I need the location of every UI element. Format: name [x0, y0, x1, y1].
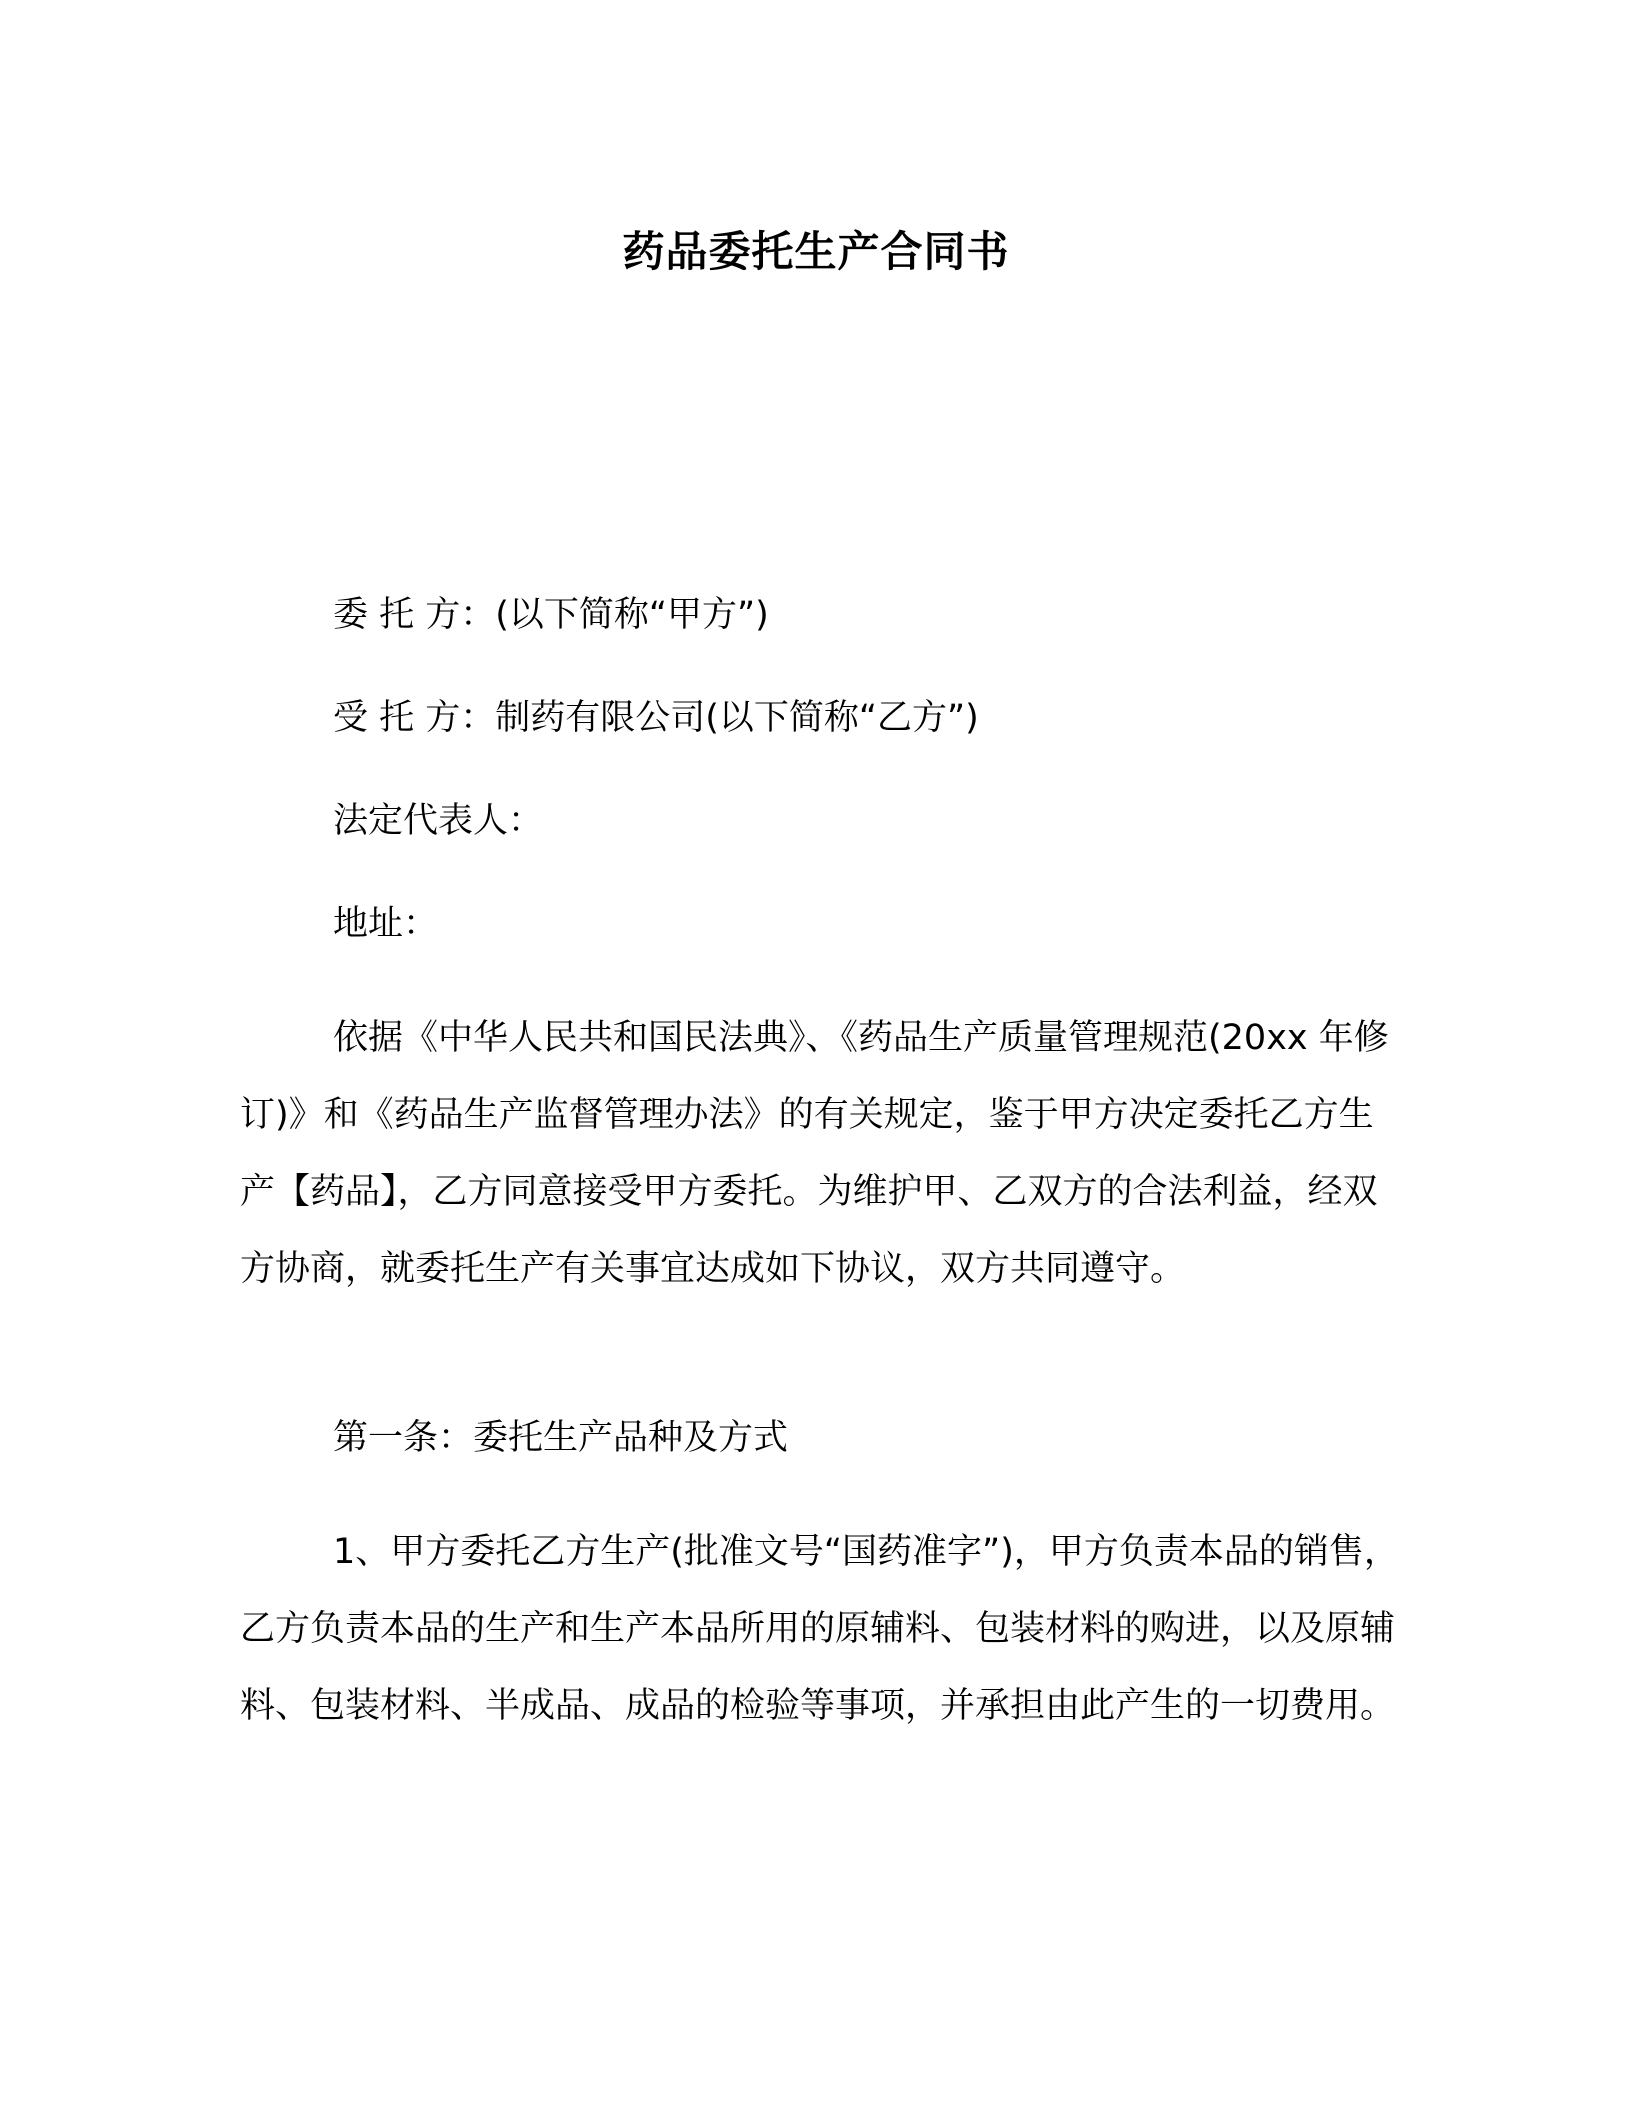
preamble-paragraph: 依据《中华人民共和国民法典》、《药品生产质量管理规范(20xx 年修订)》和《药品生产监督管理办法》的有关规定，鉴于甲方决定委托乙方生产【药品】，乙方同意接受甲方委托。为维护甲、乙双方的合法利益，经双方协商，就委托生产有关事宜达成如下协议，双方共同遵守。 [240, 1018, 1389, 1289]
article-1-heading: 第一条：委托生产品种及方式 [333, 1418, 789, 1458]
entrustee-line: 受 托 方：制药有限公司(以下简称“乙方”) [333, 698, 979, 738]
entrustor-line: 委 托 方：(以下简称“甲方”) [333, 595, 769, 635]
article-1-clause-1: 1、甲方委托乙方生产(批准文号“国药准字”)，甲方负责本品的销售，乙方负责本品的生产和生产本品所用的原辅料、包装材料的购进，以及原辅料、包装材料、半成品、成品的检验等事项，并承担由此产生的一切费用。 [240, 1532, 1399, 1726]
address-line: 地址： [333, 904, 439, 944]
document-title: 药品委托生产合同书 [622, 227, 1010, 276]
legal-representative-line: 法定代表人： [333, 801, 544, 841]
